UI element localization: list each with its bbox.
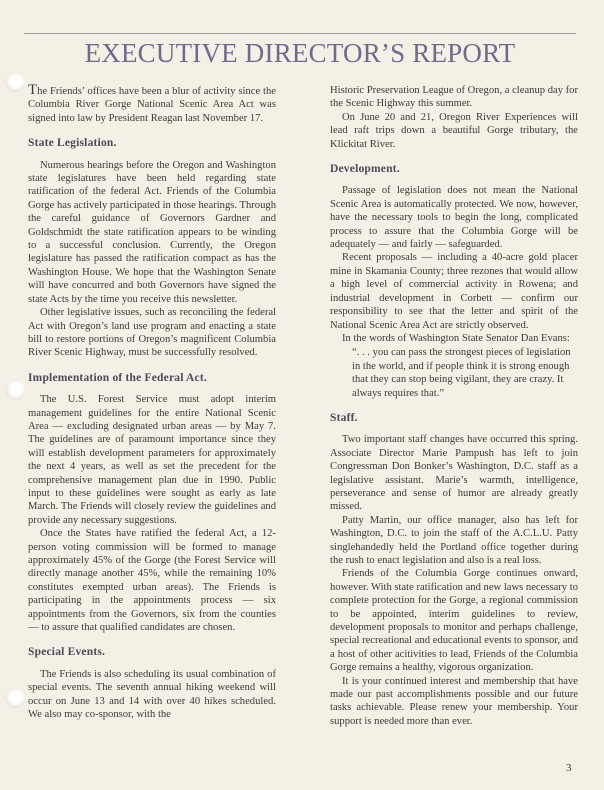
- heading-development: Development.: [330, 163, 400, 176]
- heading-special-events: Special Events.: [28, 646, 106, 659]
- left-column: [28, 84, 276, 721]
- page-number: 3: [566, 762, 572, 774]
- staff-paragraph-2: Patty Martin, our office manager, also has left for Washington, D.C. to join the staff of the A.C.L.U. Patty singlehandedly held the Portland office together during the rush to enact legislation and also is a real loss.: [330, 514, 578, 566]
- staff-paragraph-1: Two important staff changes have occurred this spring. Associate Director Marie Pampush has left to join Congressman Don Bonker’s Washington, D.C. staff as a legislative assistant. Marie’s warmth, intelligence, perseverance and sense of humor are already greatly missed.: [330, 434, 578, 513]
- quote-text: “. . . you can pass the strongest pieces of legislation in the world, and if people think it is strong enough that they can stop being vigilant, they are crazy. It always requires that.”: [352, 347, 571, 399]
- heading-state-legislation: State Legislation.: [28, 137, 117, 150]
- state-legislation-paragraph-1: Numerous hearings before the Oregon and Washington state legislatures have been held regarding state ratification of the federal Act. Friends of the Columbia Gorge has actively participated in those hearings. Through the careful guidance of Governors Gardner and Goldschmidt the state ratification appears to be winding to a successful conclusion. Currently, the Oregon legislature has passed the ratification compact as has the Washington House. We hope that the Washington Senate will have concurred and both Governors have signed the state Acts by the time you receive this newsletter.: [28, 159, 276, 305]
- heading-implementation: Implementation of the Federal Act.: [28, 371, 207, 384]
- special-events-continuation: Historic Preservation League of Oregon, a cleanup day for the Scenic Highway this summer.: [330, 85, 578, 110]
- development-paragraph-2: Recent proposals — including a 40-acre gold placer mine in Skamania County; three rezones that would allow a high level of commercial activity in Rowena; and industrial development in Corbett — confirm our responsibility to see that the letter and spirit of the National Scenic Area Act are strictly observed.: [330, 252, 578, 331]
- binder-hole-top: [5, 72, 25, 92]
- binder-hole-bottom: [5, 688, 25, 708]
- block-quote: [352, 346, 578, 400]
- implementation-paragraph-2: Once the States have ratified the federal Act, a 12-person voting commission will be formed to manage approximately 45% of the Gorge (the Forest Service will directly manage another 45%, while the remaining 10% constitutes exempted urban areas). The Friends is participating in the appointments process — six appointments from the Governors, six from the counties — to assure that qualified candidates are chosen.: [28, 528, 276, 634]
- development-paragraph-3: In the words of Washington State Senator Dan Evans:: [342, 332, 570, 344]
- staff-paragraph-3: Friends of the Columbia Gorge continues onward, however. With state ratification and new laws necessary to complete protection for the Gorge, a regional commission to be appointed, interim guidelines to review, development proposals to monitor and perhaps challenge, special recreational and educational events to sponsor, and a host of other acitivities to lead, Friends of the Columbia Gorge remains a healthy, vigorous organization.: [330, 568, 578, 674]
- special-events-paragraph-1: The Friends is also scheduling its usual combination of special events. The seventh annual hiking weekend will occur on June 13 and 14 with over 40 hikes scheduled. We also may co-sponsor, with the: [28, 668, 276, 721]
- right-column: [330, 84, 578, 728]
- development-paragraph-1: Passage of legislation does not mean the National Scenic Area is automatically protected. We now, however, have the necessary tools to begin the long, complicated process to assure that the Columbia Gorge will be adequately — and fairly — safeguarded.: [330, 185, 578, 251]
- top-rule: [24, 33, 576, 34]
- binder-hole-middle: [5, 380, 25, 400]
- heading-staff: Staff.: [330, 411, 358, 424]
- raft-trips-paragraph: On June 20 and 21, Oregon River Experiences will lead raft trips down a beautiful Gorge tributary, the Klickitat River.: [330, 111, 578, 150]
- page-title: EXECUTIVE DIRECTOR’S REPORT: [84, 38, 516, 68]
- intro-paragraph: The Friends’ offices have been a blur of activity since the Columbia River Gorge National Scenic Area Act was signed into law by President Reagan last November 17.: [28, 82, 276, 124]
- staff-paragraph-4: It is your continued interest and membership that have made our past accomplishments possible and our future tasks achievable. Please renew your membership. Your support is needed more than ever.: [330, 675, 578, 727]
- implementation-paragraph-1: The U.S. Forest Service must adopt interim management guidelines for the entire National Scenic Area — excluding designated urban areas — by May 7. The guidelines are of paramount importance since they will establish development parameters for approximately the next 4 years, as well as set the precedent for the comprehensive management plan due in 1990. Public input to these guidelines were sought as early as late March. The Friends will closely review the guidelines and provide any necessary suggestions.: [28, 394, 276, 526]
- state-legislation-paragraph-2: Other legislative issues, such as reconciling the federal Act with Oregon’s land use program and enacting a state bill to restore portions of Oregon’s magnificent Columbia River Scenic Highway, must be successfully resolved.: [28, 307, 276, 359]
